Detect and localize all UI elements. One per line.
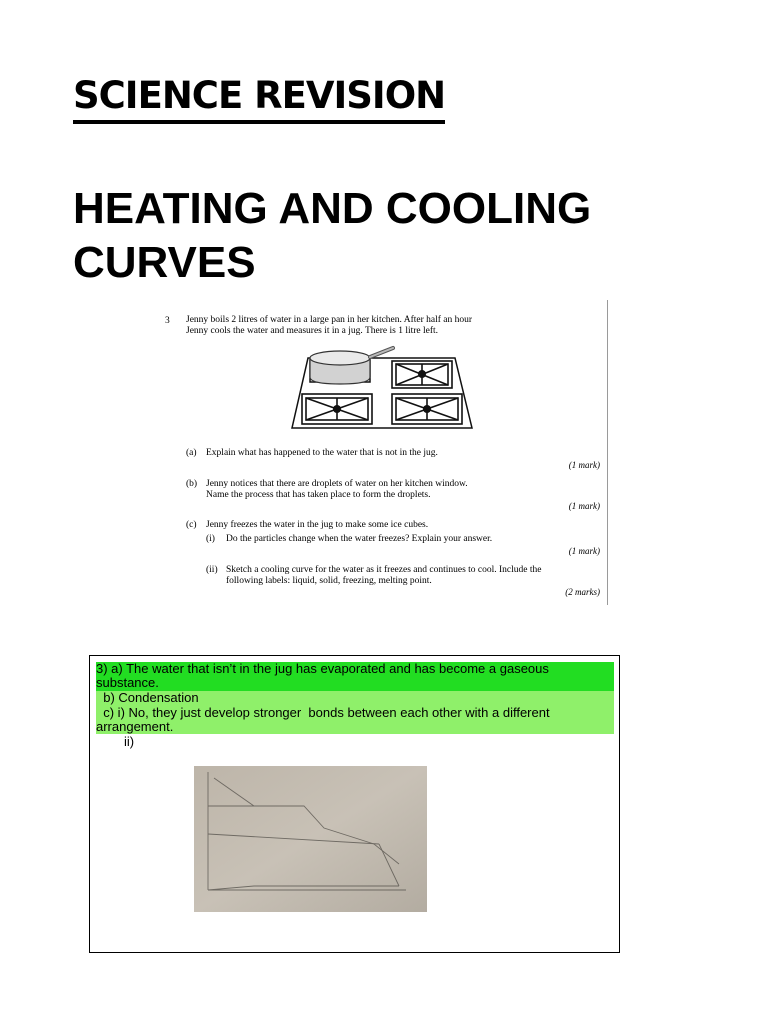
question-number: 3 [165,316,170,326]
part-a-text: Explain what has happened to the water that is not in the jug. [206,448,438,458]
part-b-label: (b) [186,479,198,489]
part-ci-label: (i) [206,534,215,544]
image-edge-line [607,300,608,605]
part-b-text-line2: Name the process that has taken place to form the droplets. [206,490,431,500]
part-a-label: (a) [186,448,197,458]
part-b-mark: (1 mark) [568,501,600,511]
answer-a: 3) a) The water that isn’t in the jug has evaporated and has become a gaseous substance. [96,662,614,691]
part-cii-text-line2: following labels: liquid, solid, freezing, melting point. [226,576,432,586]
answer-c-i: c) i) No, they just develop stronger bonds between each other with a different arrangement. [96,706,614,734]
answer-b: b) Condensation [96,691,614,706]
stove-pan-illustration [290,344,474,430]
cooling-curve-sketch-photo [194,766,427,912]
part-c-text: Jenny freezes the water in the jug to make some ice cubes. [206,520,429,530]
part-ci-text: Do the particles change when the water freezes? Explain your answer. [226,534,493,544]
part-b-text-line1: Jenny notices that there are droplets of water on her kitchen window. [206,479,468,489]
answer-box [89,655,620,953]
question-intro-line2: Jenny cools the water and measures it in a jug. There is 1 litre left. [186,326,439,336]
part-cii-text-line1: Sketch a cooling curve for the water as it freezes and continues to cool. Include the [226,565,542,575]
part-c-label: (c) [186,520,197,530]
part-ci-mark: (1 mark) [568,546,600,556]
answer-c-ii: ii) [124,734,135,749]
page-subtitle: HEATING AND COOLING CURVES [73,184,592,287]
exam-question-image [152,300,610,605]
question-intro-line1: Jenny boils 2 litres of water in a large pan in her kitchen. After half an hour [186,315,473,325]
page-title: SCIENCE REVISION [73,74,445,124]
part-cii-label: (ii) [206,565,218,575]
part-cii-mark: (2 marks) [565,587,600,597]
part-a-mark: (1 mark) [568,460,600,470]
